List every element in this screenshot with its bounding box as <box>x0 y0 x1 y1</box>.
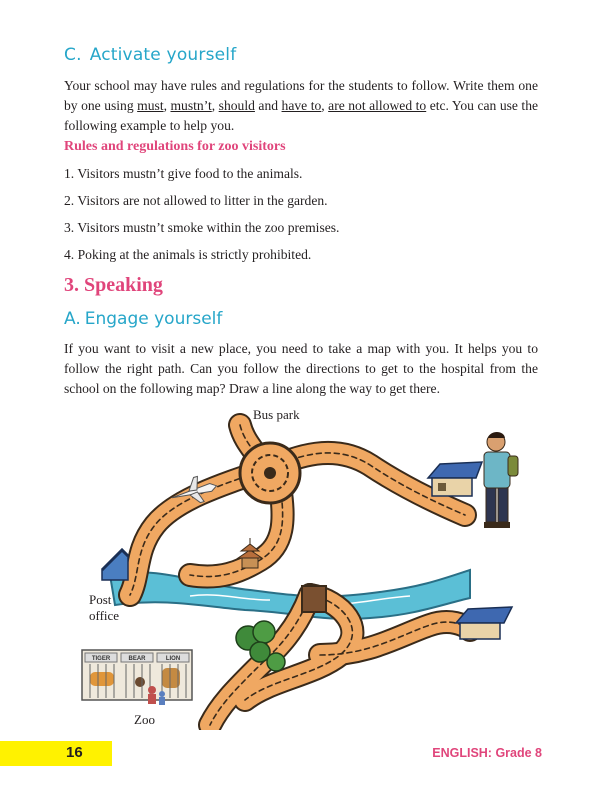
footer-accent-bar <box>0 741 112 766</box>
sep: and <box>254 98 282 113</box>
post-office-house-icon <box>102 550 128 580</box>
keyword-have-to: have to <box>281 98 322 113</box>
roundabout-center <box>264 467 276 479</box>
rule-item: 1. Visitors mustn’t give food to the animals. <box>64 166 303 181</box>
rule-item: 2. Visitors are not allowed to litter in the garden. <box>64 193 328 208</box>
hospital-house-icon <box>456 607 512 639</box>
zoo-sign-bear: BEAR <box>128 656 146 662</box>
speaking-heading: 3. Speaking <box>64 274 163 296</box>
section-a-title: Engage yourself <box>84 309 223 329</box>
boy-with-map-icon <box>484 432 518 528</box>
rule-item: 4. Poking at the animals is strictly prohibited. <box>64 247 312 262</box>
sep: , <box>211 98 219 113</box>
keyword-should: should <box>218 98 255 113</box>
section-c-heading <box>64 45 236 65</box>
speaking-intro: If you want to visit a new place, you need to take a map with you. It helps you to follow the right path. Can you follow the directions to get to the hospital from the school on the following map? Draw a line along the way to get there. <box>64 341 538 396</box>
section-c-intro <box>64 76 538 136</box>
section-c-title: Activate yourself <box>89 45 237 65</box>
post-office-label-line2: office <box>89 608 120 623</box>
section-a-heading <box>64 309 222 329</box>
intro-text: Your school may have rules and regulations for the students to follow. Write them one by one using <box>64 78 538 113</box>
town-map-illustration <box>70 400 530 730</box>
rules-title: Rules and regulations for zoo visitors <box>64 139 286 154</box>
bus-park-label: Bus park <box>253 407 300 422</box>
post-office-label-line1: Post <box>89 592 112 607</box>
sep: , <box>321 98 329 113</box>
zoo-enclosure-icon <box>82 650 192 705</box>
intro-text-end: etc. You can use the following example to help you. <box>64 98 539 133</box>
zoo-sign-lion: LION <box>165 656 181 662</box>
zoo-label: Zoo <box>134 712 155 727</box>
section-c-letter: C. <box>64 45 82 65</box>
page-number: 16 <box>66 744 83 761</box>
school-house-icon <box>428 462 482 496</box>
rule-item: 3. Visitors mustn’t smoke within the zoo premises. <box>64 220 340 235</box>
zoo-sign-tiger: TIGER <box>91 656 111 662</box>
bridge <box>302 586 326 612</box>
keyword-must: must <box>137 98 164 113</box>
sep: , <box>163 98 171 113</box>
book-title: ENGLISH: Grade 8 <box>432 746 542 760</box>
section-a-letter: A. <box>64 309 81 329</box>
keyword-mustnt: mustn’t <box>170 98 212 113</box>
keyword-not-allowed: are not allowed to <box>328 98 427 113</box>
